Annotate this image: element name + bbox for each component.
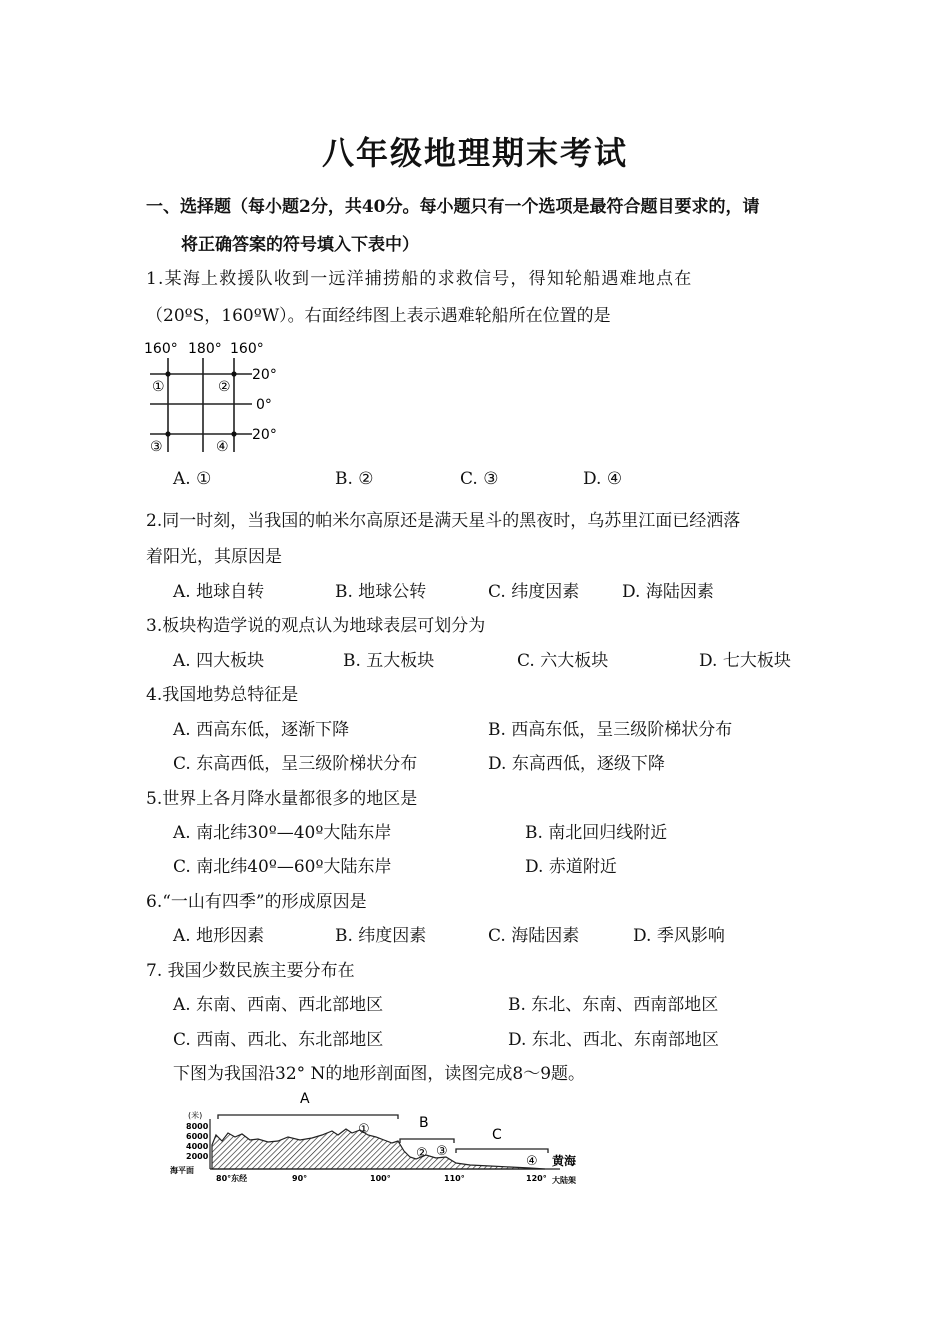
q6-option-b: B. 纬度因素 [335, 926, 427, 946]
lon-label-3: 160° [230, 341, 264, 357]
q2-option-b: B. 地球公转 [335, 582, 427, 602]
point-3-label: ③ [150, 439, 163, 455]
y-tick-4000: 4000 [186, 1142, 209, 1151]
q6-stem: 6.“一山有四季”的形成原因是 [146, 892, 367, 912]
point-4-label: ④ [216, 439, 229, 455]
section-heading-line1: 一、选择题（每小题2分，共40分。每小题只有一个选项是最符合题目要求的，请 [146, 197, 760, 217]
page-title: 八年级地理期末考试 [321, 134, 628, 172]
y-tick-8000: 8000 [186, 1122, 209, 1131]
q2-option-a: A. 地球自转 [173, 582, 265, 602]
profile-point-2: ② [416, 1146, 428, 1161]
lon-label-1: 160° [144, 341, 178, 357]
q3-option-b: B. 五大板块 [343, 651, 435, 671]
q1-option-c: C. ③ [460, 469, 499, 489]
q3-option-d: D. 七大板块 [699, 651, 791, 671]
q7-stem: 7. 我国少数民族主要分布在 [146, 961, 355, 981]
q5-stem: 5.世界上各月降水量都很多的地区是 [146, 789, 418, 809]
lat-label-1: 20° [252, 367, 277, 383]
q3-option-a: A. 四大板块 [173, 651, 265, 671]
q2-option-d: D. 海陆因素 [622, 582, 714, 602]
lat-label-2: 0° [256, 397, 272, 413]
q7-option-b: B. 东北、东南、西南部地区 [508, 995, 719, 1015]
q3-option-c: C. 六大板块 [517, 651, 609, 671]
profile-point-4: ④ [526, 1154, 538, 1169]
q4-stem: 4.我国地势总特征是 [146, 685, 299, 705]
q5-option-b: B. 南北回归线附近 [525, 823, 668, 843]
lon-label-2: 180° [188, 341, 222, 357]
q2-stem-line2: 着阳光，其原因是 [146, 547, 282, 567]
q4-option-d: D. 东高西低，逐级下降 [488, 754, 665, 774]
q1-stem-line2: （20ºS，160ºW）。右面经纬图上表示遇难轮船所在位置的是 [146, 306, 611, 326]
y-unit: (米) [188, 1111, 203, 1120]
section-heading-line2: 将正确答案的符号填入下表中） [181, 235, 419, 255]
point-1-label: ① [152, 379, 165, 395]
q5-option-c: C. 南北纬40º—60º大陆东岸 [173, 857, 392, 877]
q6-option-a: A. 地形因素 [173, 926, 265, 946]
q1-option-a: A. ① [173, 469, 212, 489]
x-tick-80: 80°东经 [216, 1174, 248, 1183]
q7-option-c: C. 西南、西北、东北部地区 [173, 1030, 384, 1050]
region-a-label: A [300, 1091, 310, 1107]
q6-option-d: D. 季风影响 [633, 926, 725, 946]
y-tick-6000: 6000 [186, 1132, 209, 1141]
y-tick-2000: 2000 [186, 1152, 209, 1161]
terrain-profile-figure [160, 1085, 590, 1190]
x-tick-110: 110° [444, 1174, 465, 1183]
point-2-label: ② [218, 379, 231, 395]
q4-option-c: C. 东高西低，呈三级阶梯状分布 [173, 754, 418, 774]
continental-shelf-label: 大陆架 [552, 1176, 576, 1185]
profile-point-3: ③ [436, 1144, 448, 1159]
q6-option-c: C. 海陆因素 [488, 926, 580, 946]
q7-option-d: D. 东北、西北、东南部地区 [508, 1030, 719, 1050]
q1-option-b: B. ② [335, 469, 374, 489]
q1-stem-line1: 1.某海上救援队收到一远洋捕捞船的求救信号，得知轮船遇难地点在 [146, 269, 693, 289]
q4-option-a: A. 西高东低，逐渐下降 [173, 720, 350, 740]
x-tick-90: 90° [292, 1174, 308, 1183]
q1-option-d: D. ④ [583, 469, 623, 489]
q3-stem: 3.板块构造学说的观点认为地球表层可划分为 [146, 616, 486, 636]
lat-lon-grid-figure [140, 334, 290, 458]
q5-option-d: D. 赤道附近 [525, 857, 617, 877]
lat-label-3: 20° [252, 427, 277, 443]
yellow-sea-label: 黄海 [552, 1154, 577, 1168]
profile-point-1: ① [358, 1122, 370, 1137]
sea-level-label: 海平面 [170, 1166, 194, 1175]
q2-stem-line1: 2.同一时刻，当我国的帕米尔高原还是满天星斗的黑夜时，乌苏里江面已经洒落 [146, 511, 741, 531]
q2-option-c: C. 纬度因素 [488, 582, 580, 602]
q5-option-a: A. 南北纬30º—40º大陆东岸 [173, 823, 392, 843]
q8-9-intro: 下图为我国沿32° N的地形剖面图，读图完成8～9题。 [173, 1064, 586, 1084]
q4-option-b: B. 西高东低，呈三级阶梯状分布 [488, 720, 733, 740]
q7-option-a: A. 东南、西南、西北部地区 [173, 995, 384, 1015]
x-tick-100: 100° [370, 1174, 391, 1183]
region-c-label: C [492, 1127, 502, 1143]
region-b-label: B [419, 1115, 429, 1131]
x-tick-120: 120° [526, 1174, 547, 1183]
